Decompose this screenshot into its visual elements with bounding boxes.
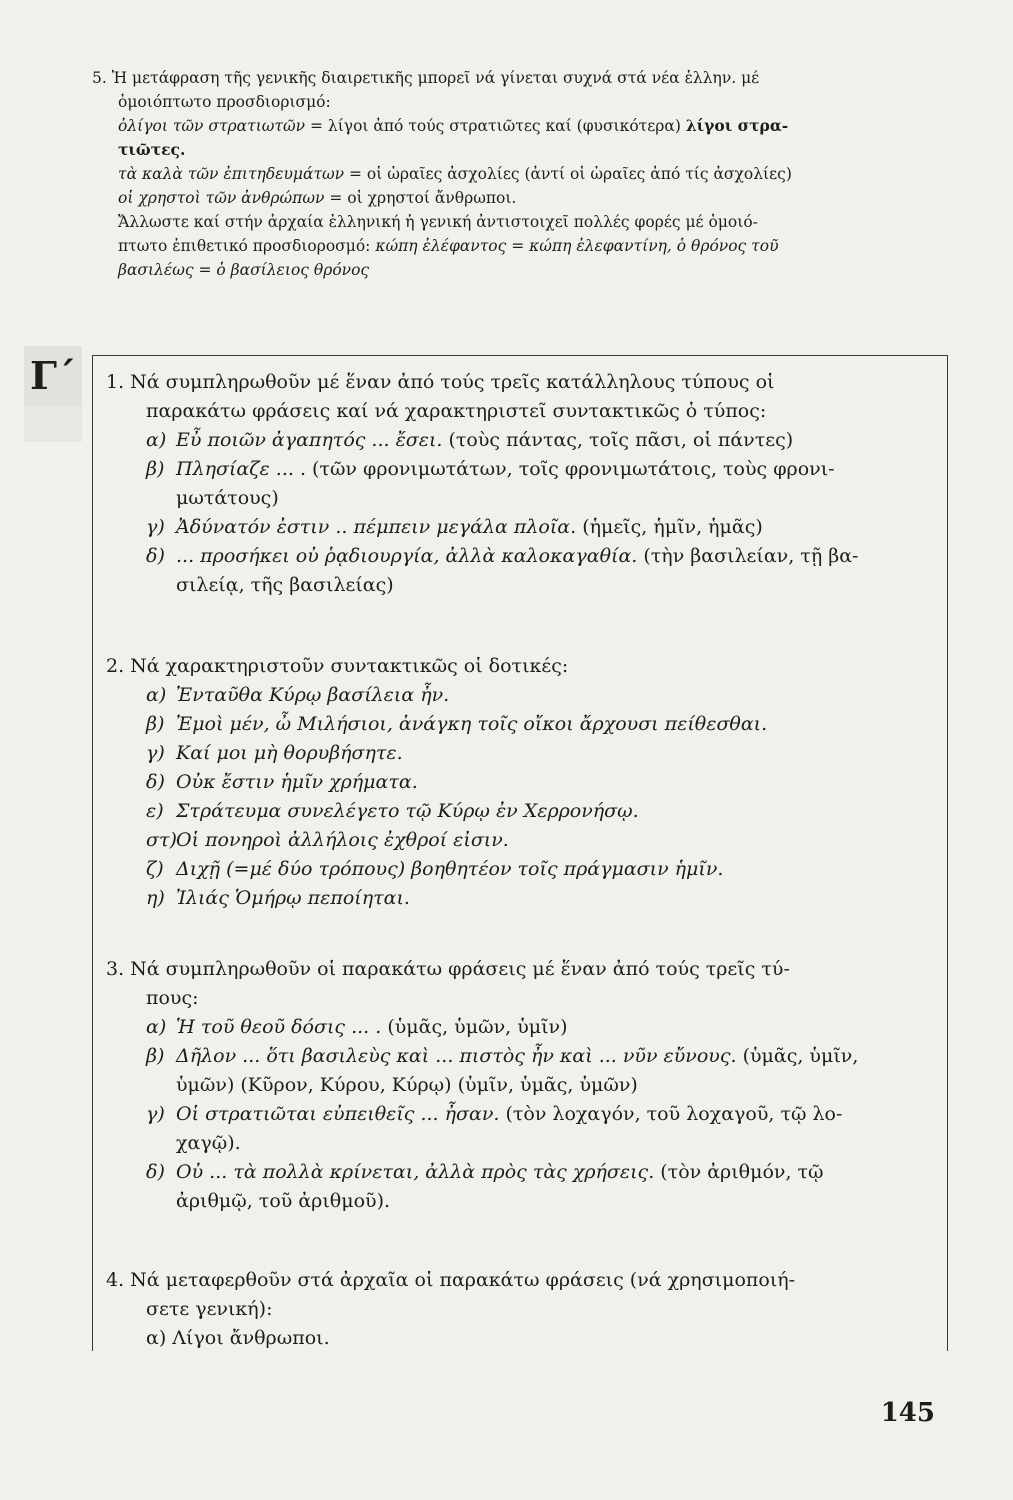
exercise-item-cont: μωτάτους)	[176, 487, 279, 509]
exercise-item: στ)Οἱ πονηροὶ ἀλλήλοις ἐχθροί εἰσιν.	[146, 829, 509, 851]
note-example: οἱ χρηστοὶ τῶν ἀνθρώπων = οἱ χρηστοί ἄνθρωποι.	[118, 189, 517, 207]
exercise-title: 4. Νά μεταφερθοῦν στά ἀρχαῖα οἱ παρακάτω φράσεις (νά χρησιμοποιή-	[106, 1269, 796, 1291]
exercise-item: β) Δῆλον ... ὅτι βασιλεὺς καὶ ... πιστὸς ἦν καὶ ... νῦν εὔνους. (ὑμᾶς, ὑμῖν,	[146, 1045, 859, 1067]
exercise-item: α) Εὖ ποιῶν ἀγαπητός ... ἔσει. (τοὺς πάντας, τοῖς πᾶσι, οἱ πάντες)	[146, 429, 794, 451]
exercise-item: β) Ἐμοὶ μέν, ὦ Μιλήσιοι, ἀνάγκη τοῖς οἴκοι ἄρχουσι πείθεσθαι.	[146, 713, 768, 735]
exercise-item: η) Ἰλιάς Ὁμήρῳ πεποίηται.	[146, 887, 410, 909]
exercise-item-cont: σιλείᾳ, τῆς βασιλείας)	[176, 574, 394, 596]
page-number: 145	[880, 1398, 935, 1428]
note-example: ὀλίγοι τῶν στρατιωτῶν = λίγοι ἀπό τούς στρατιῶτες καί (φυσικότερα) λίγοι στρα-	[118, 116, 789, 135]
note-line: Ἄλλωστε καί στήν ἀρχαία ἑλληνική ἡ γενική ἀντιστοιχεῖ πολλές φορές μέ ὁμοιό-	[118, 213, 758, 231]
exercise-2	[106, 652, 932, 913]
exercise-3	[106, 955, 932, 1216]
exercise-1	[106, 368, 932, 600]
exercise-item: δ) Οὐκ ἔστιν ἡμῖν χρήματα.	[146, 771, 418, 793]
exercise-item: γ) Οἱ στρατιῶται εὐπειθεῖς ... ἦσαν. (τὸν λοχαγόν, τοῦ λοχαγοῦ, τῷ λο-	[146, 1103, 843, 1125]
exercise-item: δ) Οὐ ... τὰ πολλὰ κρίνεται, ἀλλὰ πρὸς τὰς χρήσεις. (τὸν ἀριθμόν, τῷ	[146, 1161, 824, 1183]
grammar-note	[92, 66, 954, 282]
exercise-2-items	[106, 681, 932, 913]
section-marker: Γ΄	[24, 346, 82, 406]
exercise-item: α) Ἐνταῦθα Κύρῳ βασίλεια ἦν.	[146, 684, 450, 706]
exercise-item: α) Λίγοι ἄνθρωποι.	[146, 1327, 330, 1349]
exercise-item: ε) Στράτευμα συνελέγετο τῷ Κύρῳ ἐν Χερρονήσῳ.	[146, 800, 639, 822]
note-example: τὰ καλὰ τῶν ἐπιτηδευμάτων = οἱ ὡραῖες ἀσχολίες (ἀντί οἱ ὡραῖες ἀπό τίς ἀσχολίες)	[118, 165, 792, 183]
note-line: πτωτο ἐπιθετικό προσδιοροσμό: κώπη ἐλέφαντος = κώπη ἐλεφαντίνη, ὁ θρόνος τοῦ	[118, 237, 779, 255]
exercise-title: παρακάτω φράσεις καί νά χαρακτηριστεῖ συντακτικῶς ὁ τύπος:	[146, 400, 767, 422]
exercise-title: πους:	[146, 987, 199, 1009]
exercise-title: σετε γενική):	[146, 1298, 273, 1320]
exercise-title: 2. Νά χαρακτηριστοῦν συντακτικῶς οἱ δοτικές:	[106, 655, 569, 677]
section-marker-shade	[24, 406, 82, 442]
exercise-4	[106, 1266, 932, 1353]
exercise-item: γ) Καί μοι μὴ θορυβήσητε.	[146, 742, 403, 764]
note-line: τιῶτες.	[118, 140, 186, 159]
note-line: ὁμοιόπτωτο προσδιορισμό:	[118, 93, 331, 111]
exercise-item: ζ) Διχῇ (=μέ δύο τρόπους) βοηθητέον τοῖς πράγμασιν ἡμῖν.	[146, 858, 724, 880]
exercise-title: 1. Νά συμπληρωθοῦν μέ ἕναν ἀπό τούς τρεῖς κατάλληλους τύπους οἱ	[106, 371, 775, 393]
exercise-item: γ) Ἀδύνατόν ἐστιν .. πέμπειν μεγάλα πλοῖα. (ἡμεῖς, ἡμῖν, ἡμᾶς)	[146, 516, 763, 538]
exercise-item: β) Πλησίαζε ... . (τῶν φρονιμωτάτων, τοῖς φρονιμωτάτοις, τοὺς φρονι-	[146, 458, 835, 480]
note-line: 5. Ἡ μετάφραση τῆς γενικῆς διαιρετικῆς μπορεῖ νά γίνεται συχνά στά νέα ἑλλην. μέ	[92, 69, 760, 87]
exercise-item-cont: ἀριθμῷ, τοῦ ἀριθμοῦ).	[176, 1190, 391, 1212]
exercise-item: δ) ... προσήκει οὐ ῥᾳδιουργία, ἀλλὰ καλοκαγαθία. (τὴν βασιλείαν, τῇ βα-	[146, 545, 859, 567]
exercise-item: α) Ἡ τοῦ θεοῦ δόσις ... . (ὑμᾶς, ὑμῶν, ὑμῖν)	[146, 1016, 568, 1038]
exercise-title: 3. Νά συμπληρωθοῦν οἱ παρακάτω φράσεις μέ ἕναν ἀπό τούς τρεῖς τύ-	[106, 958, 790, 980]
exercise-item-cont: χαγῷ).	[176, 1132, 241, 1154]
note-line: βασιλέως = ὁ βασίλειος θρόνος	[118, 261, 370, 279]
exercise-item-cont: ὑμῶν) (Κῦρον, Κύρου, Κύρῳ) (ὑμῖν, ὑμᾶς, ὑμῶν)	[176, 1074, 638, 1096]
